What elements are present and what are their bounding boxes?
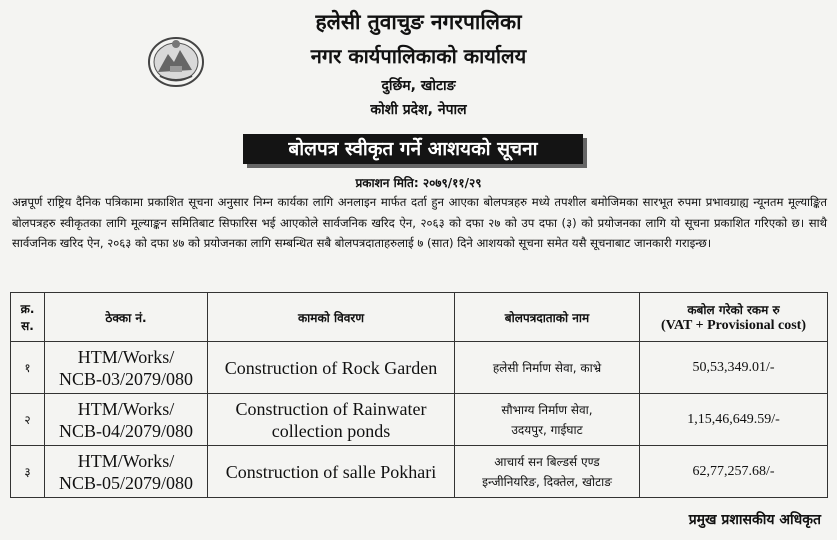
table-row <box>11 394 828 446</box>
header-contract-no: ठेक्का नं. <box>45 293 208 342</box>
row-work: Construction of salle Pokhari <box>208 446 455 498</box>
office-name: नगर कार्यपालिकाको कार्यालय <box>310 44 527 68</box>
row-contract-no: HTM/Works/ NCB-05/2079/080 <box>45 446 208 498</box>
municipality-name: हलेसी तुवाचुङ नगरपालिका <box>315 10 522 34</box>
table-row <box>11 446 828 498</box>
office-location: दुर्छिम, खोटाङ <box>381 78 456 94</box>
row-sn: २ <box>11 394 45 446</box>
row-sn: ३ <box>11 446 45 498</box>
notice-title-banner: बोलपत्र स्वीकृत गर्ने आशयको सूचना <box>243 134 583 164</box>
row-bidder: सौभाग्य निर्माण सेवा, उदयपुर, गाईघाट <box>455 394 640 446</box>
row-bidder: हलेसी निर्माण सेवा, काभ्रे <box>455 342 640 394</box>
row-amount: 1,15,46,649.59/- <box>640 394 828 446</box>
bid-table <box>10 292 828 498</box>
row-work: Construction of Rainwater collection ponds <box>208 394 455 446</box>
row-work: Construction of Rock Garden <box>208 342 455 394</box>
table-row <box>11 342 828 394</box>
header-bidder: बोलपत्रदाताको नाम <box>455 293 640 342</box>
signature-title: प्रमुख प्रशासकीय अधिकृत <box>688 512 821 528</box>
row-contract-no: HTM/Works/ NCB-04/2079/080 <box>45 394 208 446</box>
header-sn: क्र. स. <box>11 293 45 342</box>
row-sn: १ <box>11 342 45 394</box>
province-line: कोशी प्रदेश, नेपाल <box>370 102 467 118</box>
row-contract-no: HTM/Works/ NCB-03/2079/080 <box>45 342 208 394</box>
notice-body-text: अन्नपूर्ण राष्ट्रिय दैनिक पत्रिकामा प्रकाशित सूचना अनुसार निम्न कार्यका लागि अनलाइन मार्फत दर्ता हुन आएका बोलपत्रहरु मध्ये तपशील बमोजिमका सारभूत रुपमा प्रभावग्राह्य न्यूनतम मूल्याङ्कित बोलपत्रहरु स्वीकृतका लागि मूल्याङ्कन समितिबाट सिफारिस भई आएकोले सार्वजनिक खरिद ऐन, २०६३ को दफा २७ को उप दफा (३) को प्रयोजनका लागि यो सूचना प्रकाशित गरिएको छ। साथै सार्वजनिक खरिद ऐन, २०६३ को दफा ४७ को प्रयोजनका लागि सम्बन्धित सबै बोलपत्रदाताहरुलाई ७ (सात) दिने आशयको सूचना समेत यसै सूचनाबाट जानकारी गराइन्छ। <box>12 195 827 250</box>
row-amount: 50,53,349.01/- <box>640 342 828 394</box>
table-header-row <box>11 293 828 342</box>
row-amount: 62,77,257.68/- <box>640 446 828 498</box>
row-bidder: आचार्य सन बिल्डर्स एण्ड इन्जीनियरिङ, दिक्तेल, खोटाङ <box>455 446 640 498</box>
publish-date: प्रकाशन मिति: २०७९/११/२९ <box>355 176 482 190</box>
header-amount: कबोल गरेको रकम रु (VAT + Provisional cost) <box>640 293 828 342</box>
header-work: कामको विवरण <box>208 293 455 342</box>
